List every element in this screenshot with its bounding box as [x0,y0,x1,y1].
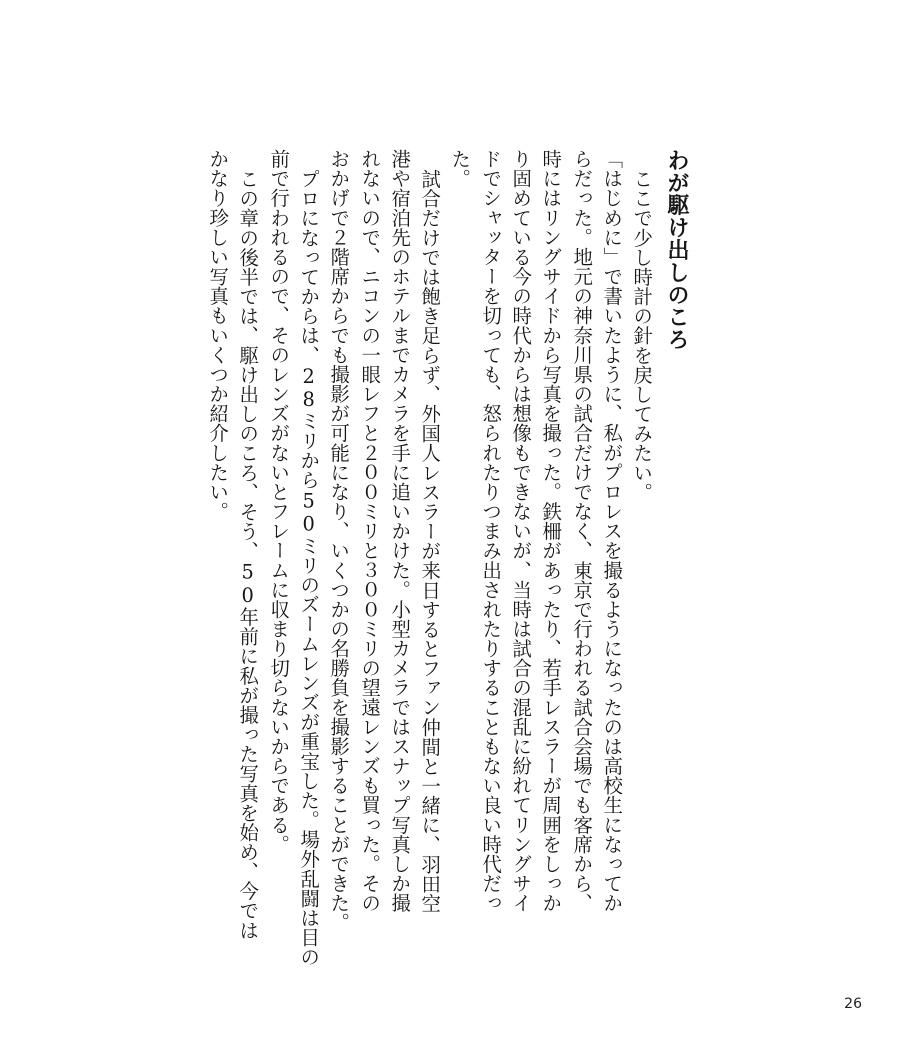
text-column: 前で行われるので、そのレンズがないとフレームに収まり切らないからである。 [267,149,291,854]
text-column: かなり珍しい写真もいくつか紹介したい。 [206,149,230,522]
page-number: 26 [844,996,862,1012]
text-column: ドでシャッターを切っても、怒られたりつまみ出されたりすることもない良い時代だっ [479,149,503,913]
text-column: ここで少し時計の針を戻してみたい。 [630,168,654,502]
text-column: この章の後半では、駆け出しのころ、そう、50年前に私が撮った写真を始め、今では [236,168,260,940]
text-column: れないので、ニコンの一眼レフと２００ミリと３００ミリの望遠レンズも買った。その [358,149,382,913]
text-column: り固めている今の時代からは想像もできないが、当時は試合の混乱に紛れてリングサイ [509,149,533,913]
text-column: た。 [448,149,472,189]
text-column: らだった。地元の神奈川県の試合だけでなく、東京で行われる試合会場でも客席から、 [570,149,594,913]
text-column: 時にはリングサイドから写真を撮った。鉄柵があったり、若手レスラーが周囲をしっか [539,149,563,913]
text-column: 港や宿泊先のホテルまでカメラを手に追いかけた。小型カメラではスナップ写真しか撮 [388,149,412,913]
text-column: 試合だけでは飽き足らず、外国人レスラーが来日するとファン仲間と一緒に、羽田空 [418,168,442,913]
text-column: おかげで２階席からでも撮影が可能になり、いくつかの名勝負を撮影することができた。 [327,149,351,933]
text-column: プロになってからは、28ミリから50ミリのズームレンズが重宝した。場外乱闘は目の [297,168,321,967]
chapter-heading: わが駆け出しのころ [664,149,690,351]
text-column: 「はじめに」で書いたように、私がプロレスを撮るようになったのは高校生になってか [600,149,624,913]
